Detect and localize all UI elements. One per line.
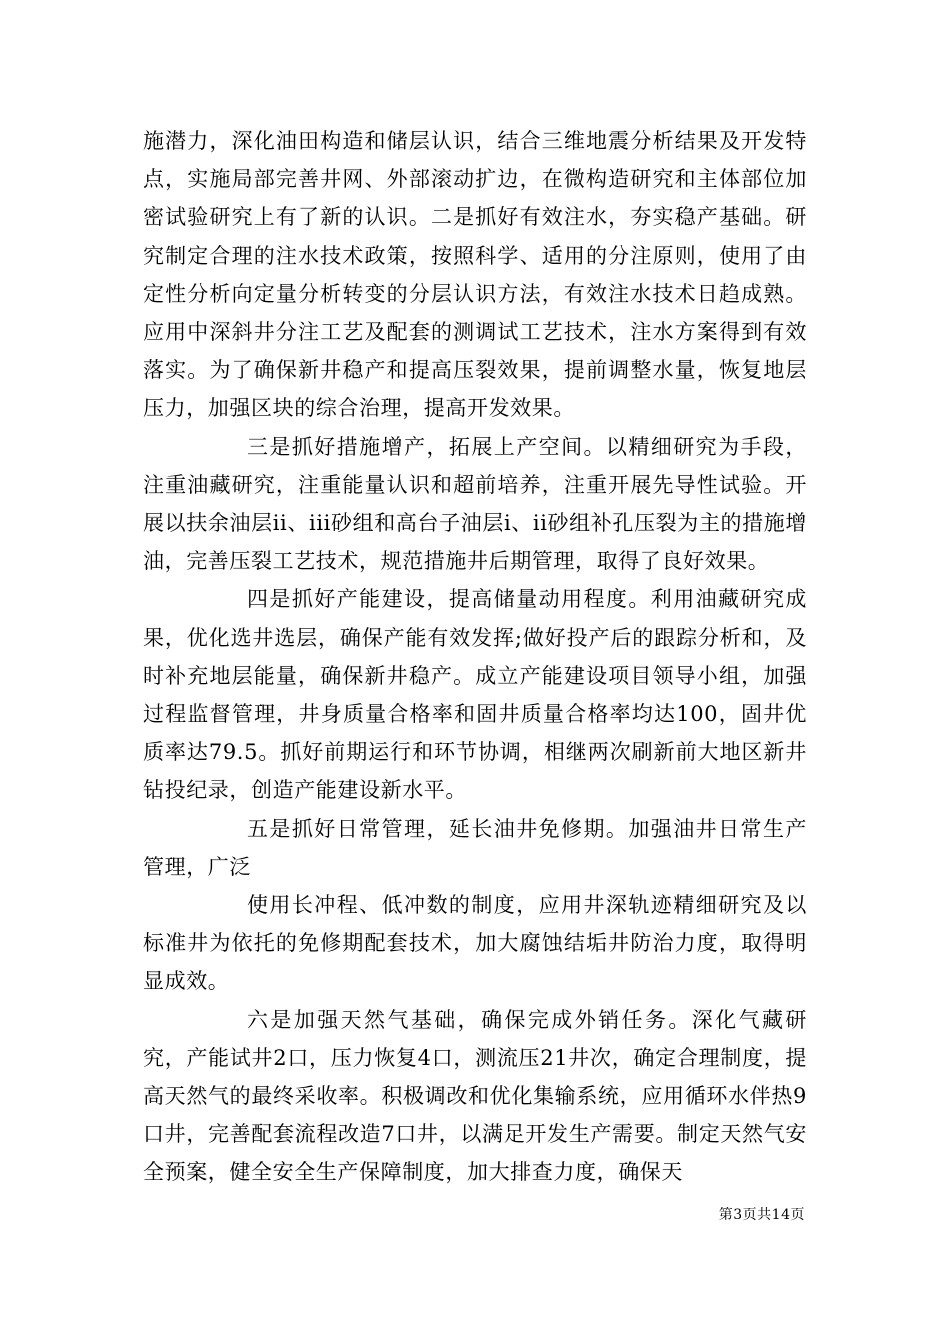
paragraph-measures: 三是抓好措施增产，拓展上产空间。以精细研究为手段，注重油藏研究，注重能量认识和超前培养，注重开展先导性试验。开展以扶余油层ii、iii砂组和高台子油层i、ii砂组补孔压裂为主的措施增油，完善压裂工艺技术，规范措施井后期管理，取得了良好效果。 — [143, 434, 807, 574]
paragraph-capacity: 四是抓好产能建设，提高储量动用程度。利用油藏研究成果，优化选井选层，确保产能有效发挥;做好投产后的跟踪分析和，及时补充地层能量，确保新井稳产。成立产能建设项目领导小组，加强过程监督管理，井身质量合格率和固井质量合格率均达100，固井优质率达79.5。抓好前期运行和环节协调，相继两次刷新前大地区新井钻投纪录，创造产能建设新水平。 — [143, 587, 807, 803]
paragraph-long-stroke: 使用长冲程、低冲数的制度，应用井深轨迹精细研究及以标准井为依托的免修期配套技术，加大腐蚀结垢井防治力度，取得明显成效。 — [143, 893, 807, 994]
paragraph-injection: 施潜力，深化油田构造和储层认识，结合三维地震分析结果及开发特点，实施局部完善井网、外部滚动扩边，在微构造研究和主体部位加密试验研究上有了新的认识。二是抓好有效注水，夯实稳产基础。研究制定合理的注水技术政策，按照科学、适用的分注原则，使用了由定性分析向定量分析转变的分层认识方法，有效注水技术日趋成熟。应用中深斜井分注工艺及配套的测调试工艺技术，注水方案得到有效落实。为了确保新井稳产和提高压裂效果，提前调整水量，恢复地层压力，加强区块的综合治理，提高开发效果。 — [143, 129, 807, 421]
paragraph-daily-management: 五是抓好日常管理，延长油井免修期。加强油井日常生产管理，广泛 — [143, 816, 807, 879]
page-number-footer: 第3页共14页 — [718, 1207, 805, 1223]
document-body — [143, 122, 807, 1192]
paragraph-natural-gas: 六是加强天然气基础，确保完成外销任务。深化气藏研究，产能试井2口，压力恢复4口，测流压21井次，确定合理制度，提高天然气的最终采收率。积极调改和优化集输系统，应用循环水伴热9口井，完善配套流程改造7口井，以满足开发生产需要。制定天然气安全预案，健全安全生产保障制度，加大排查力度，确保天 — [143, 1007, 807, 1185]
